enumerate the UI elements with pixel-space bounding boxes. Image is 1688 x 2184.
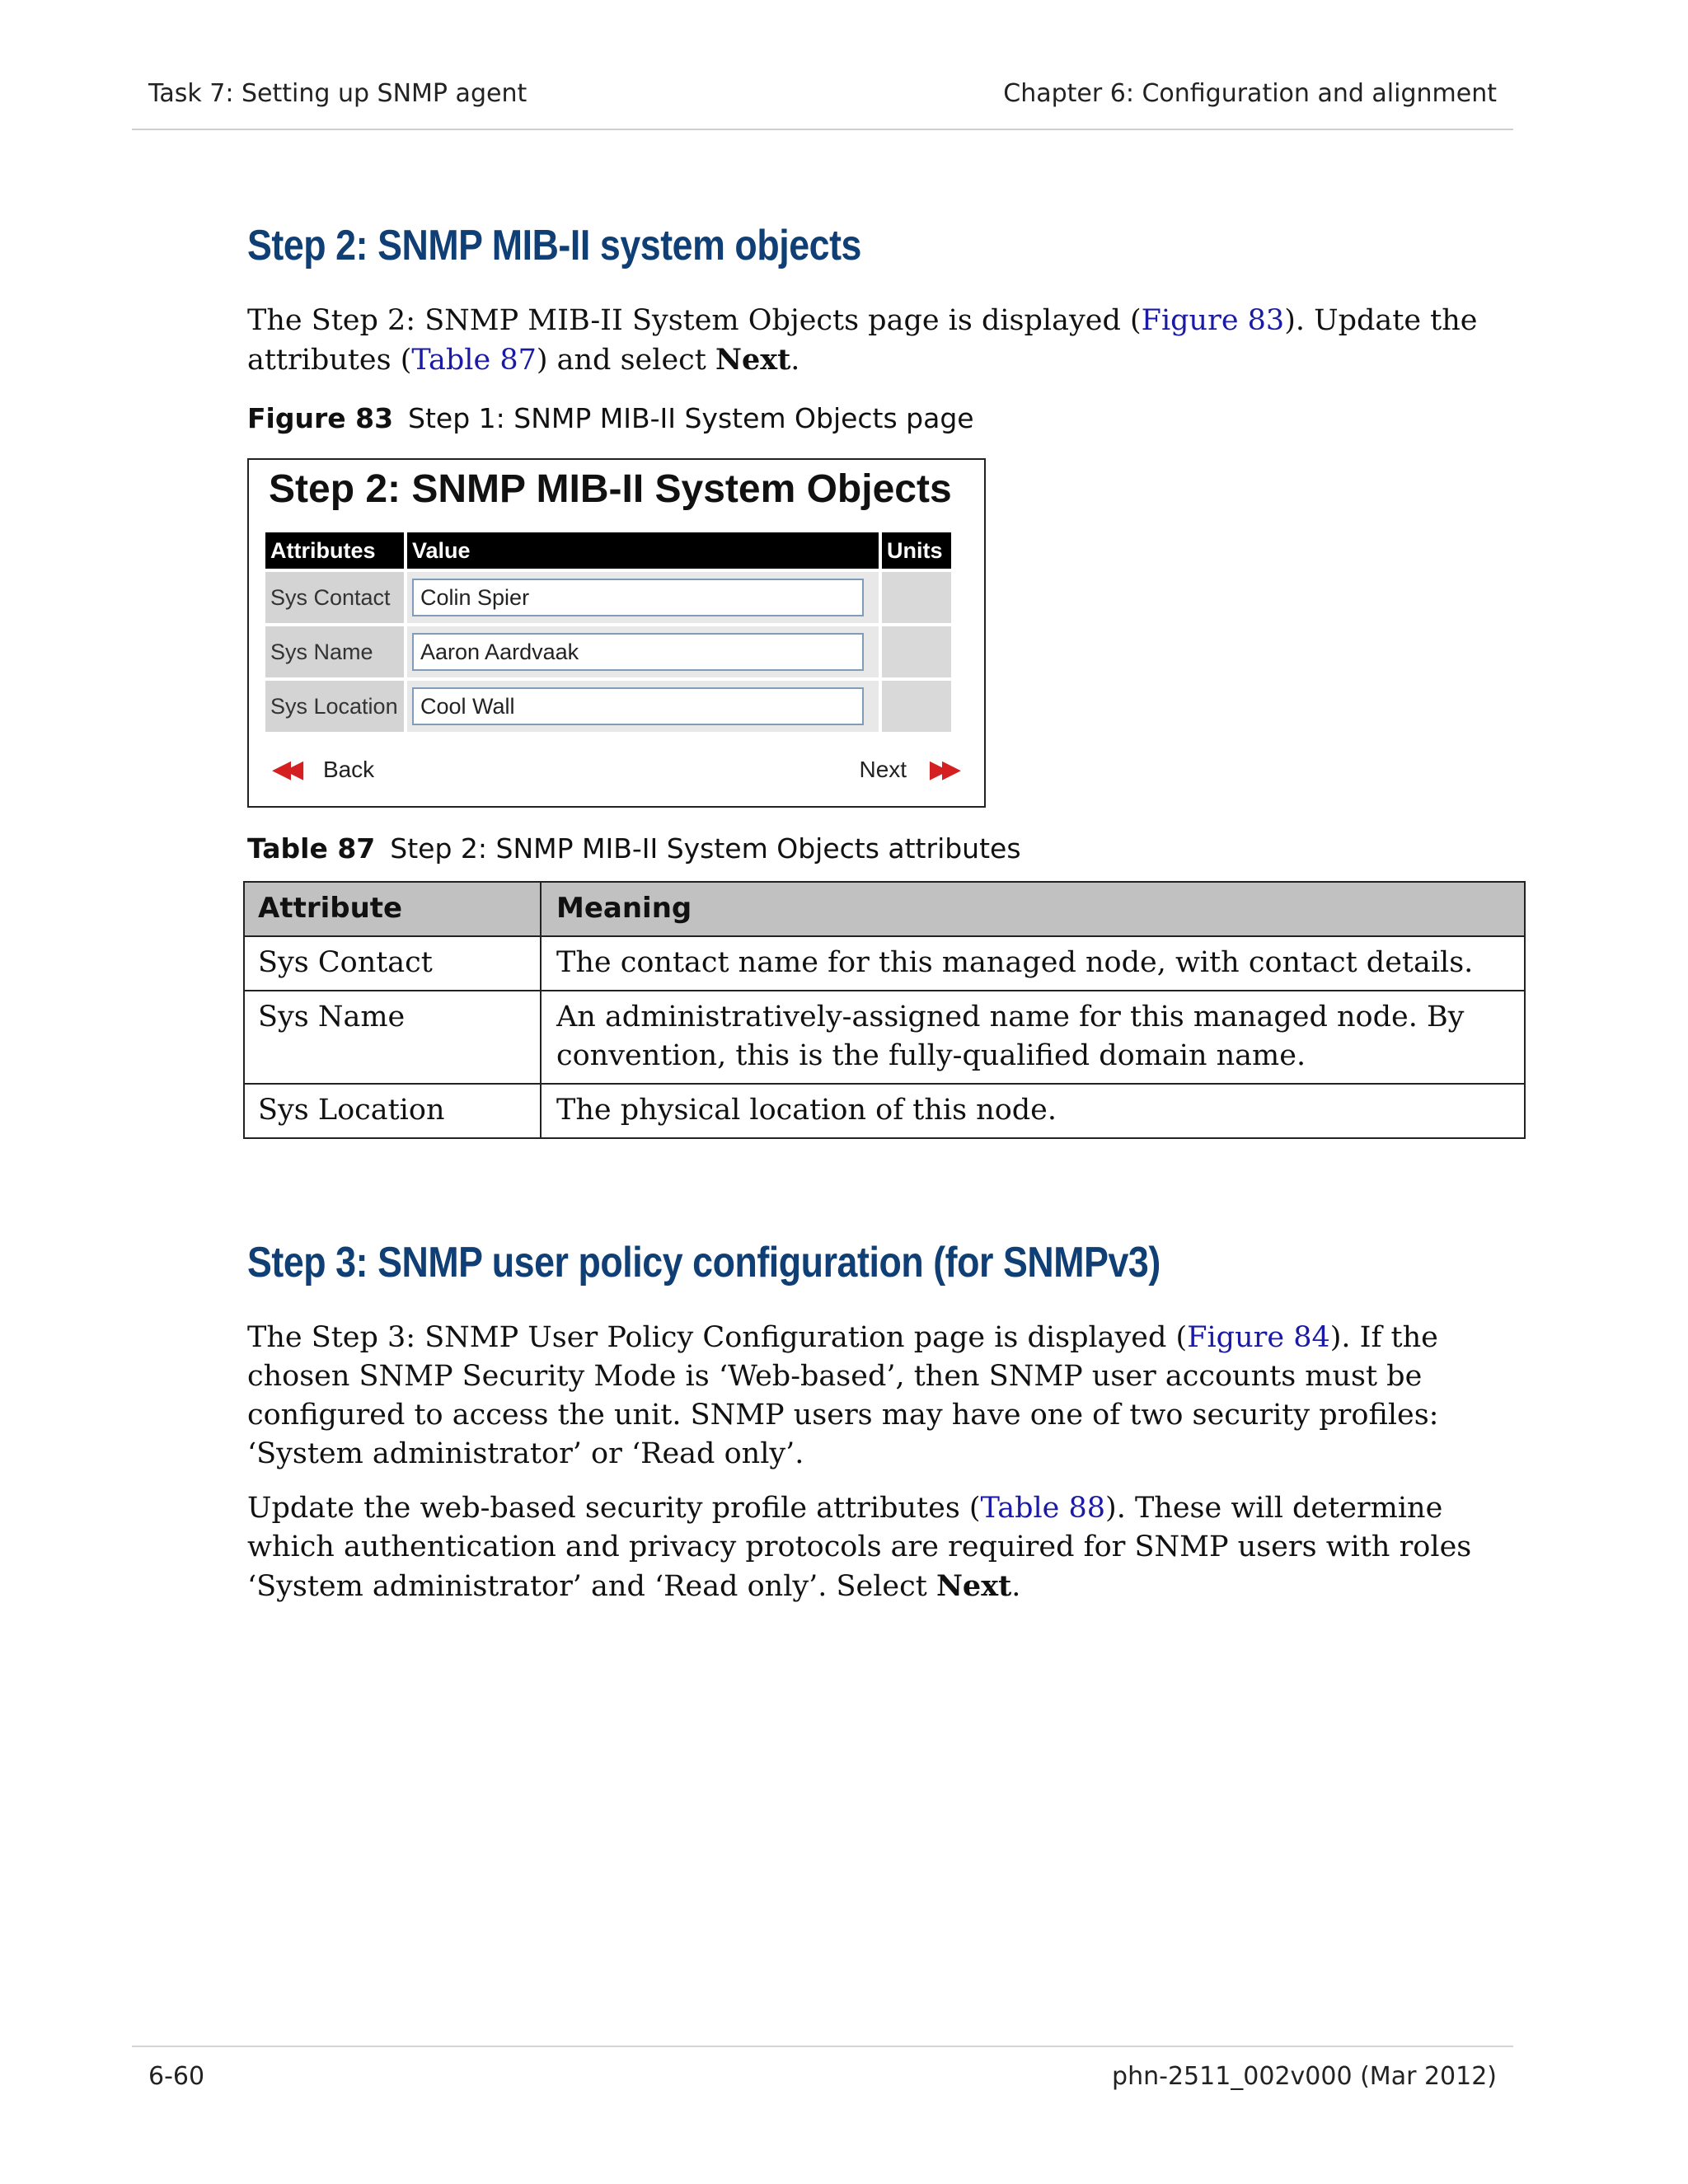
- row-label-sys-location: Sys Location: [265, 681, 404, 732]
- double-right-arrow-icon: ▶▶: [929, 756, 954, 783]
- sys-location-input[interactable]: [412, 687, 864, 725]
- page-footer: [132, 2046, 1513, 2097]
- attributes-table: [243, 881, 1526, 1139]
- figure-caption: Figure 83 Step 1: SNMP MIB-II System Objects page: [247, 402, 974, 434]
- document-id: phn-2511_002v000 (Mar 2012): [1112, 2062, 1497, 2091]
- figure-84-link[interactable]: Figure 84: [1187, 1321, 1330, 1354]
- table-row: [244, 1084, 1525, 1138]
- units-cell: [882, 572, 951, 623]
- figure-screenshot: [247, 458, 986, 808]
- row-label-sys-name: Sys Name: [265, 626, 404, 677]
- page-number: 6-60: [148, 2062, 205, 2091]
- figure-83-link[interactable]: Figure 83: [1141, 304, 1285, 337]
- sys-contact-input[interactable]: [412, 579, 864, 616]
- attribute-cell: Sys Location: [244, 1084, 541, 1138]
- meaning-cell: An administratively-assigned name for this managed node. By convention, this is the fully-qualified domain name.: [541, 991, 1525, 1084]
- paragraph: Update the web-based security profile attributes (Table 88). These will determine which authentication and privacy protocols are required for SNMP users with roles ‘System administrator’ and ‘Read only’. Select Next.: [247, 1492, 1472, 1603]
- col-header-meaning: Meaning: [541, 882, 1525, 936]
- units-cell: [882, 626, 951, 677]
- sys-name-input[interactable]: [412, 633, 864, 671]
- table-caption: Table 87 Step 2: SNMP MIB-II System Objects attributes: [247, 832, 1021, 865]
- col-header-attributes: Attributes: [265, 532, 404, 569]
- attribute-cell: Sys Name: [244, 991, 541, 1084]
- meaning-cell: The contact name for this managed node, with contact details.: [541, 936, 1525, 991]
- section-heading-step3: Step 3: SNMP user policy configuration (for SNMPv3): [247, 1239, 1160, 1286]
- intro-paragraph-step2: The Step 2: SNMP MIB-II System Objects page is displayed (Figure 83). Update the attributes (Table 87) and select Next.: [247, 304, 1478, 377]
- table-row: [244, 936, 1525, 991]
- table-87-link[interactable]: Table 87: [411, 344, 537, 377]
- back-button[interactable]: ◀◀ Back: [272, 756, 375, 783]
- screenshot-title: Step 2: SNMP MIB-II System Objects: [269, 467, 952, 511]
- page-header: [132, 79, 1513, 130]
- col-header-units: Units: [882, 532, 951, 569]
- screenshot-form-table: [262, 529, 954, 735]
- units-cell: [882, 681, 951, 732]
- section-heading-step2: Step 2: SNMP MIB-II system objects: [247, 222, 861, 269]
- table-row: [244, 991, 1525, 1084]
- header-section-title: Task 7: Setting up SNMP agent: [148, 79, 528, 108]
- body-paragraphs-step3: [247, 1319, 1533, 1622]
- table-88-link[interactable]: Table 88: [980, 1492, 1106, 1525]
- col-header-attribute: Attribute: [244, 882, 541, 936]
- attribute-cell: Sys Contact: [244, 936, 541, 991]
- double-left-arrow-icon: ◀◀: [272, 756, 298, 783]
- paragraph: The Step 3: SNMP User Policy Configuration page is displayed (Figure 84). If the chosen SNMP Security Mode is ‘Web-based’, then SNMP user accounts must be configured to access the unit. SNMP users may have one of two security profiles: ‘System administrator’ or ‘Read only’.: [247, 1321, 1439, 1470]
- row-label-sys-contact: Sys Contact: [265, 572, 404, 623]
- meaning-cell: The physical location of this node.: [541, 1084, 1525, 1138]
- header-chapter-title: Chapter 6: Configuration and alignment: [1003, 79, 1497, 108]
- col-header-value: Value: [407, 532, 879, 569]
- next-button[interactable]: Next ▶▶: [859, 756, 954, 783]
